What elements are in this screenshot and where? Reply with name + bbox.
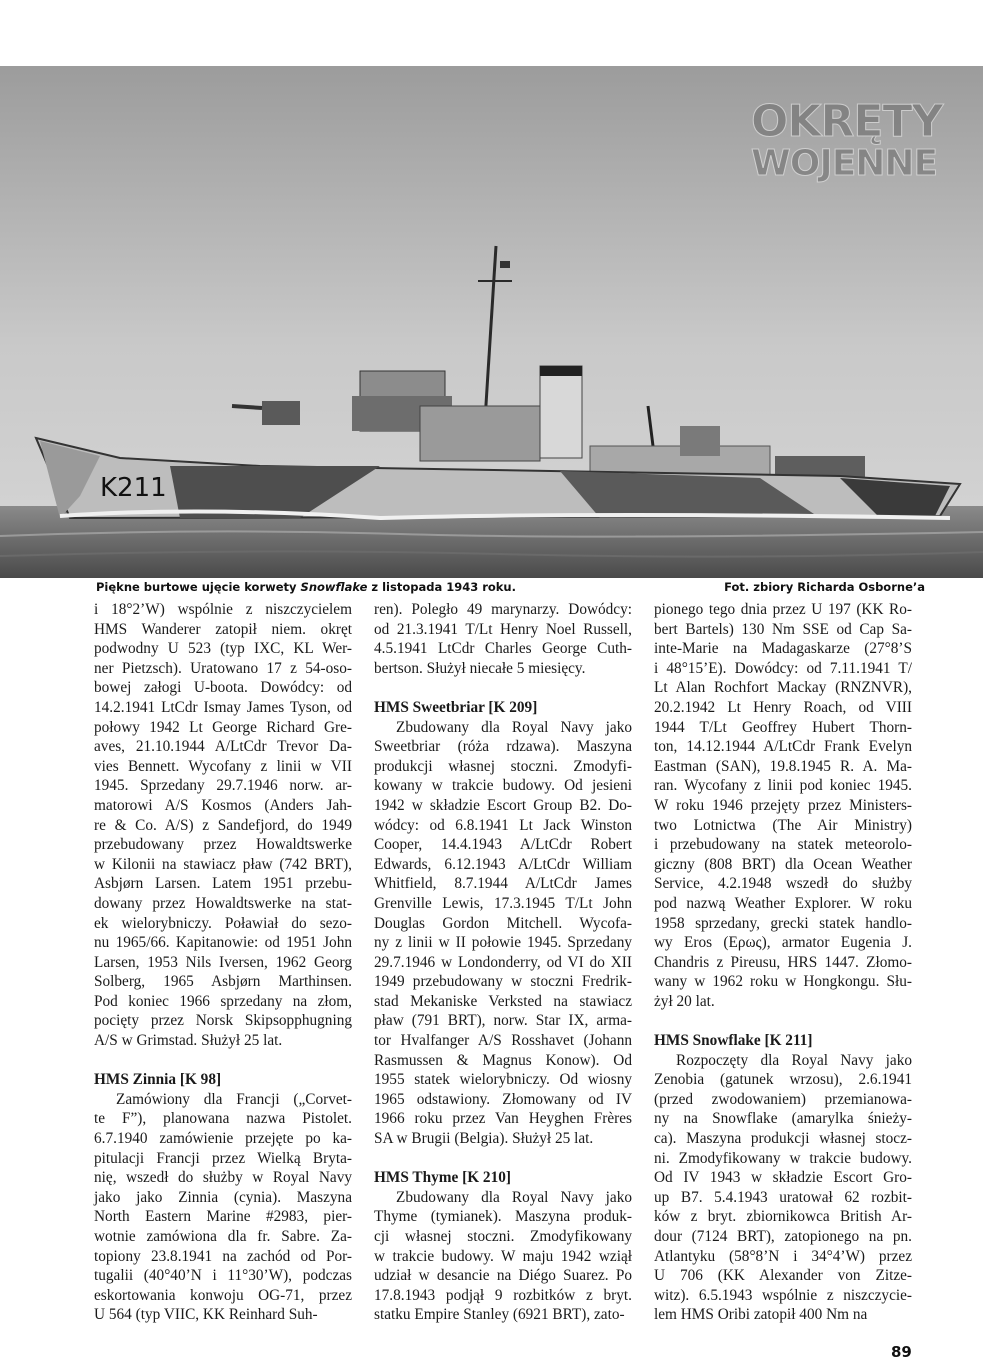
text-line: SA w Brugii (Belgia). Służył 25 lat. [374,1130,594,1148]
text-line: matorowi A/S Kosmos (Anders Jah- [94,796,352,814]
text-line: połowy 1942 Lt George Richard Gre- [94,718,352,736]
text-line: ny z linii w II połowie 1945. Sprzedany [374,934,632,952]
text-line: ek wielorybniczy. Poławiał do sezo- [94,914,352,932]
section-heading: HMS Snowflake [K 211] [654,1032,813,1050]
text-line: HMS Wanderer zatopił niem. okręt [94,620,352,638]
text-line: pitulacji Francji przez Wielką Bryta- [94,1149,352,1167]
text-line: Atlantyku (58°8’N i 34°4’W) przez [654,1247,912,1265]
text-line: 1945. Sprzedany 29.7.1946 norw. ar- [94,777,352,795]
text-line: podwodny U 523 (typ IXC, KL Wer- [94,640,352,658]
text-line: i 18°2’W) wspólnie z niszczycielem [94,601,352,618]
text-line: (przed zwodowaniem) przemianowa- [654,1090,912,1108]
text-line: 1965 odstawiony. Złomowany od IV [374,1090,632,1108]
text-line: Od IV 1943 w składzie Escort Gro- [654,1169,912,1187]
text-line: ca). Maszyna produkcji własnej stocz- [654,1130,912,1148]
text-line: w trakcie budowy. W maju 1942 wziął [374,1247,632,1265]
text-line: ren). Poległo 49 marynarzy. Dowódcy: [374,601,632,618]
text-line: i przebudowany na statek meteorolo- [654,836,912,854]
text-line: W roku 1946 przejęty przez Ministers- [654,796,912,814]
text-line: wódcy: od 6.8.1941 Lt Jack Winston [374,816,632,834]
text-column-2 [374,600,632,1325]
text-line: 1955 statek wielorybniczy. Od wiosny [374,1071,632,1089]
paragraph-gap [374,678,632,698]
text-line: U 706 (KK Alexander von Zitze- [654,1267,912,1285]
text-line: re & Co. A/S) z Sandefjord, do 1949 [94,816,352,834]
photo-credit: Fot. zbiory Richarda Osborne’a [724,580,925,594]
text-line: Asbjørn Larsen. Latem 1951 przebu- [94,875,352,893]
section-heading: HMS Sweetbriar [K 209] [374,698,538,716]
text-line: 1949 przebudowany w stoczni Fredrik- [374,973,632,991]
paragraph-gap [374,1149,632,1169]
text-line: Pod koniec 1966 sprzedany na złom, [94,992,352,1010]
text-line: ni. Zmodyfikowany w trakcie budowy. [654,1149,912,1167]
text-line: udział w desancie na Diégo Suarez. Po [374,1267,632,1285]
text-line: tor Hvalfanger A/S Rosshavet (Johann [374,1032,632,1050]
text-line: 29.7.1946 w Londonderry, od VI do XII [374,953,632,971]
text-line: pionego tego dnia przez U 197 (KK Ro- [654,601,912,618]
text-line: ton, 14.12.1944 A/LtCdr Frank Evelyn [654,738,912,756]
section-heading: HMS Thyme [K 210] [374,1169,511,1187]
text-line: ków z bryt. zbiornikowca British Ar- [654,1208,912,1226]
text-line: ner Pietzsch). Uratowano 17 z 54-oso- [94,659,352,677]
text-line: Service, 4.2.1948 wszedł do służby [654,875,912,893]
text-line: eskortowania konwoju OG-71, przez [94,1286,352,1304]
text-line: żył 20 lat. [654,992,715,1010]
page-number: 89 [891,1343,912,1361]
text-line: aves, 21.10.1944 A/LtCdr Trevor Da- [94,738,352,756]
text-line: statku Empire Stanley (6921 BRT), zato- [374,1306,625,1324]
text-line: 14.2.1941 LtCdr Ismay James Tyson, od [94,698,352,716]
text-line: topiony 23.8.1941 na zachód od Por- [94,1247,352,1265]
text-line: 1942 w składzie Escort Group B2. Do- [374,796,632,814]
text-line: i 48°15’E). Dowódcy: od 7.11.1941 T/ [654,659,912,677]
text-line: wy Eros (Ερως), armator Eugenia J. [654,934,912,952]
text-line: pocięty przez Norsk Skipsopphugning [94,1012,352,1030]
text-column-1 [94,600,352,1325]
text-line: Thyme (tymianek). Maszyna produk- [374,1208,632,1226]
text-line: vies Bennett. Wycofany z linii w VII [94,757,352,775]
text-line: Eastman (SAN), 19.8.1945 R. A. Ma- [654,757,912,775]
text-line: Cooper, 14.4.1943 A/LtCdr Robert [374,836,632,854]
text-line: Rasmussen & Magnus Konow). Od [374,1051,632,1069]
text-line: dour (7124 BRT), zatopionego na pn. [654,1228,912,1245]
text-line: Sweetbriar (róża rdzawa). Maszyna [374,738,632,756]
text-line: 6.7.1940 zamówienie przejęte po ka- [94,1130,352,1148]
text-line: przebudowany przez Howaldtswerke [94,836,352,854]
text-line: dowany przez Howaldtswerke na stat- [94,894,352,912]
text-line: od 21.3.1941 T/Lt Henry Noel Russell, [374,620,632,638]
text-line: Lt Alan Rochfort Mackay (RNZNVR), [654,679,912,697]
text-line: 20.2.1942 Lt Henry Roach, od VIII [654,698,912,716]
text-line: U 564 (typ VIIC, KK Reinhard Suh- [94,1306,318,1324]
text-line: tugalii (40°40’N i 11°30’W), podczas [94,1267,352,1285]
text-line: pław (791 BRT), norw. Star IX, arma- [374,1012,632,1030]
text-line: jako jako Zinnia (cynia). Maszyna [94,1188,352,1206]
text-line: witz). 6.5.1943 wspólnie z niszczycie- [654,1286,912,1304]
text-line: Larsen, 1953 Nils Iversen, 1962 Georg [94,953,352,971]
text-line: bowej załogi U-boota. Dowódcy: od [94,679,352,697]
text-line: Zbudowany dla Royal Navy jako [396,718,632,736]
text-line: inte-Marie na Madagaskarze (27°8’S [654,640,912,658]
text-line: stad Mekaniske Verksted na stawiacz [374,992,632,1010]
text-line: 4.5.1941 LtCdr Charles George Cuth- [374,640,632,658]
text-line: two Lotnictwa (The Air Ministry) [654,816,912,834]
text-line: North Eastern Marine #2983, pier- [94,1208,352,1226]
text-line: Solberg, 1965 Asbjørn Marthinsen. [94,973,352,991]
text-line: Chandris z Pireusu, HRS 1447. Złomo- [654,953,912,971]
text-line: giczny (808 BRT) dla Ocean Weather [654,855,912,873]
text-line: bertson. Służył niecałe 5 miesięcy. [374,659,586,677]
text-line: wotnie zamówiona dla fr. Sabre. Za- [94,1228,352,1245]
section-heading: HMS Zinnia [K 98] [94,1071,222,1089]
text-line: lem HMS Oribi zatopił 400 Nm na [654,1306,868,1324]
text-column-3 [654,600,912,1325]
text-line: cji własnej stoczni. Zmodyfikowany [374,1228,632,1245]
text-line: ran. Wycofany z linii pod koniec 1945. [654,777,912,795]
paragraph-gap [94,1051,352,1071]
text-line: 1958 sprzedany, grecki statek handlo- [654,914,912,932]
text-line: A/S w Grimstad. Służył 25 lat. [94,1032,283,1050]
text-line: Douglas Gordon Mitchell. Wycofa- [374,914,632,932]
text-line: produkcji własnej stoczni. Zmodyfi- [374,757,632,775]
text-line: bert Bartels) 130 Nm SSE od Cap Sa- [654,620,912,638]
text-line: Zenobia (gatunek wrzosu), 2.6.1941 [654,1071,912,1089]
text-line: nu 1965/66. Kapitanowie: od 1951 John [94,934,352,952]
text-line: w Kilonii na stawiacz pław (742 BRT), [94,855,352,873]
text-line: te F”), planowana nazwa Pistolet. [94,1110,352,1128]
text-line: pod nazwą Weather Explorer. W roku [654,894,912,912]
text-line: 17.8.1943 podjął 9 rozbitków z bryt. [374,1286,632,1304]
photo-caption: Piękne burtowe ujęcie korwety Snowflake z listopada 1943 roku. [96,580,516,594]
text-line: ny na Snowflake (amarylka śnieży- [654,1110,912,1128]
paragraph-gap [654,1011,912,1031]
text-line: Zbudowany dla Royal Navy jako [396,1188,632,1206]
hull-number: K211 [100,473,167,503]
text-line: wany w 1962 roku w Hongkongu. Słu- [654,973,912,991]
text-line: 1966 roku przez Van Heyghen Frères [374,1110,632,1128]
text-line: nię, wszedł do służby w Royal Navy [94,1169,352,1187]
text-line: Whitfield, 8.7.1944 A/LtCdr James [374,875,632,893]
text-line: Rozpoczęty dla Royal Navy jako [676,1051,912,1069]
text-line: Grenville Lewis, 17.3.1945 T/Lt John [374,894,632,912]
text-line: 1944 T/Lt Geoffrey Hubert Thorn- [654,718,912,736]
text-line: Zamówiony dla Francji („Corvet- [116,1090,352,1108]
text-line: Edwards, 6.12.1943 A/LtCdr William [374,855,632,873]
ship-photo [0,66,983,578]
okrety-wojenne-watermark: OKRĘTY WOJENNE [751,96,943,184]
text-line: up B7. 5.4.1943 uratował 62 rozbit- [654,1188,912,1206]
text-line: kowany w trakcie budowy. Od jesieni [374,777,632,795]
